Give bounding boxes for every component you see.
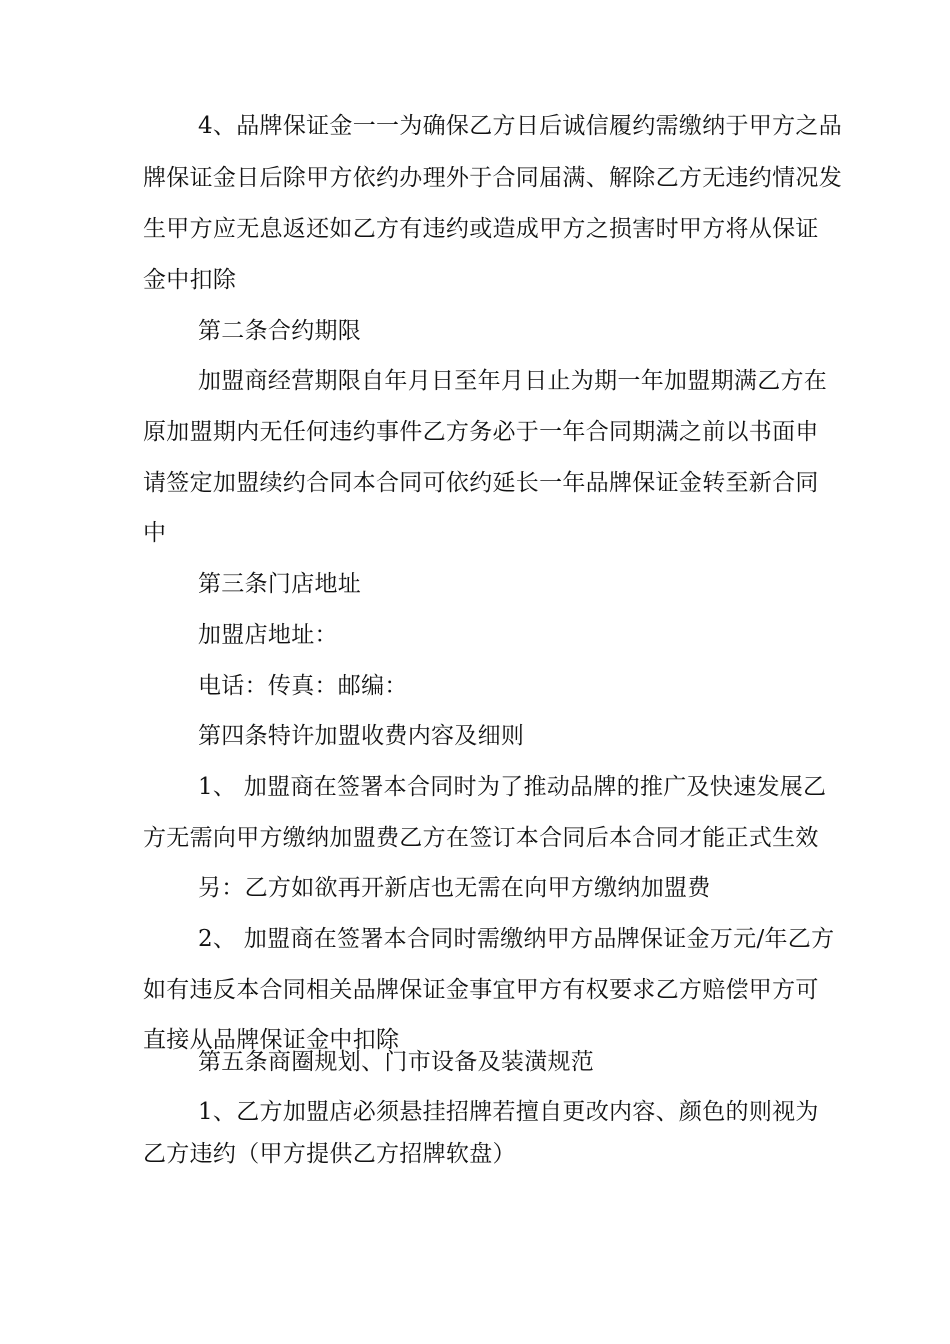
paragraph-term-line-1: 加盟商经营期限自年月日至年月日止为期一年加盟期满乙方在 — [198, 368, 828, 394]
article-5-heading: 第五条商圈规划、门市设备及装潢规范 — [198, 1049, 595, 1075]
paragraph-fee-1-line-2: 方无需向甲方缴纳加盟费乙方在签订本合同后本合同才能正式生效 — [143, 825, 819, 851]
article-2-heading: 第二条合约期限 — [198, 318, 362, 344]
paragraph-signage-line-2: 乙方违约（甲方提供乙方招牌软盘） — [143, 1141, 516, 1167]
paragraph-fee-2-line-2: 如有违反本合同相关品牌保证金事宜甲方有权要求乙方赔偿甲方可 — [143, 977, 819, 1003]
paragraph-fee-note: 另：乙方如欲再开新店也无需在向甲方缴纳加盟费 — [198, 875, 711, 901]
paragraph-term-line-4: 中 — [143, 520, 167, 546]
paragraph-term-line-3: 请签定加盟续约合同本合同可依约延长一年品牌保证金转至新合同 — [143, 470, 819, 496]
paragraph-fee-1-line-1: 1、 加盟商在签署本合同时为了推动品牌的推广及快速发展乙 — [198, 774, 827, 800]
article-3-heading: 第三条门店地址 — [198, 571, 362, 597]
paragraph-fee-2-line-3: 直接从品牌保证金中扣除 — [143, 1027, 400, 1053]
store-address-line: 加盟店地址： — [198, 622, 338, 648]
paragraph-brand-deposit-line-1: 4、品牌保证金一一为确保乙方日后诚信履约需缴纳于甲方之品 — [198, 113, 843, 139]
paragraph-term-line-2: 原加盟期内无任何违约事件乙方务必于一年合同期满之前以书面申 — [143, 419, 819, 445]
paragraph-brand-deposit-line-3: 生甲方应无息返还如乙方有违约或造成甲方之损害时甲方将从保证 — [143, 216, 819, 242]
paragraph-brand-deposit-line-2: 牌保证金日后除甲方依约办理外于合同届满、解除乙方无违约情况发 — [143, 165, 842, 191]
article-4-heading: 第四条特许加盟收费内容及细则 — [198, 723, 525, 749]
contact-info-line: 电话：传真：邮编： — [198, 673, 408, 699]
paragraph-fee-2-line-1: 2、 加盟商在签署本合同时需缴纳甲方品牌保证金万元/年乙方 — [198, 926, 835, 952]
paragraph-signage-line-1: 1、乙方加盟店必须悬挂招牌若擅自更改内容、颜色的则视为 — [198, 1099, 819, 1125]
paragraph-brand-deposit-line-4: 金中扣除 — [143, 267, 237, 293]
